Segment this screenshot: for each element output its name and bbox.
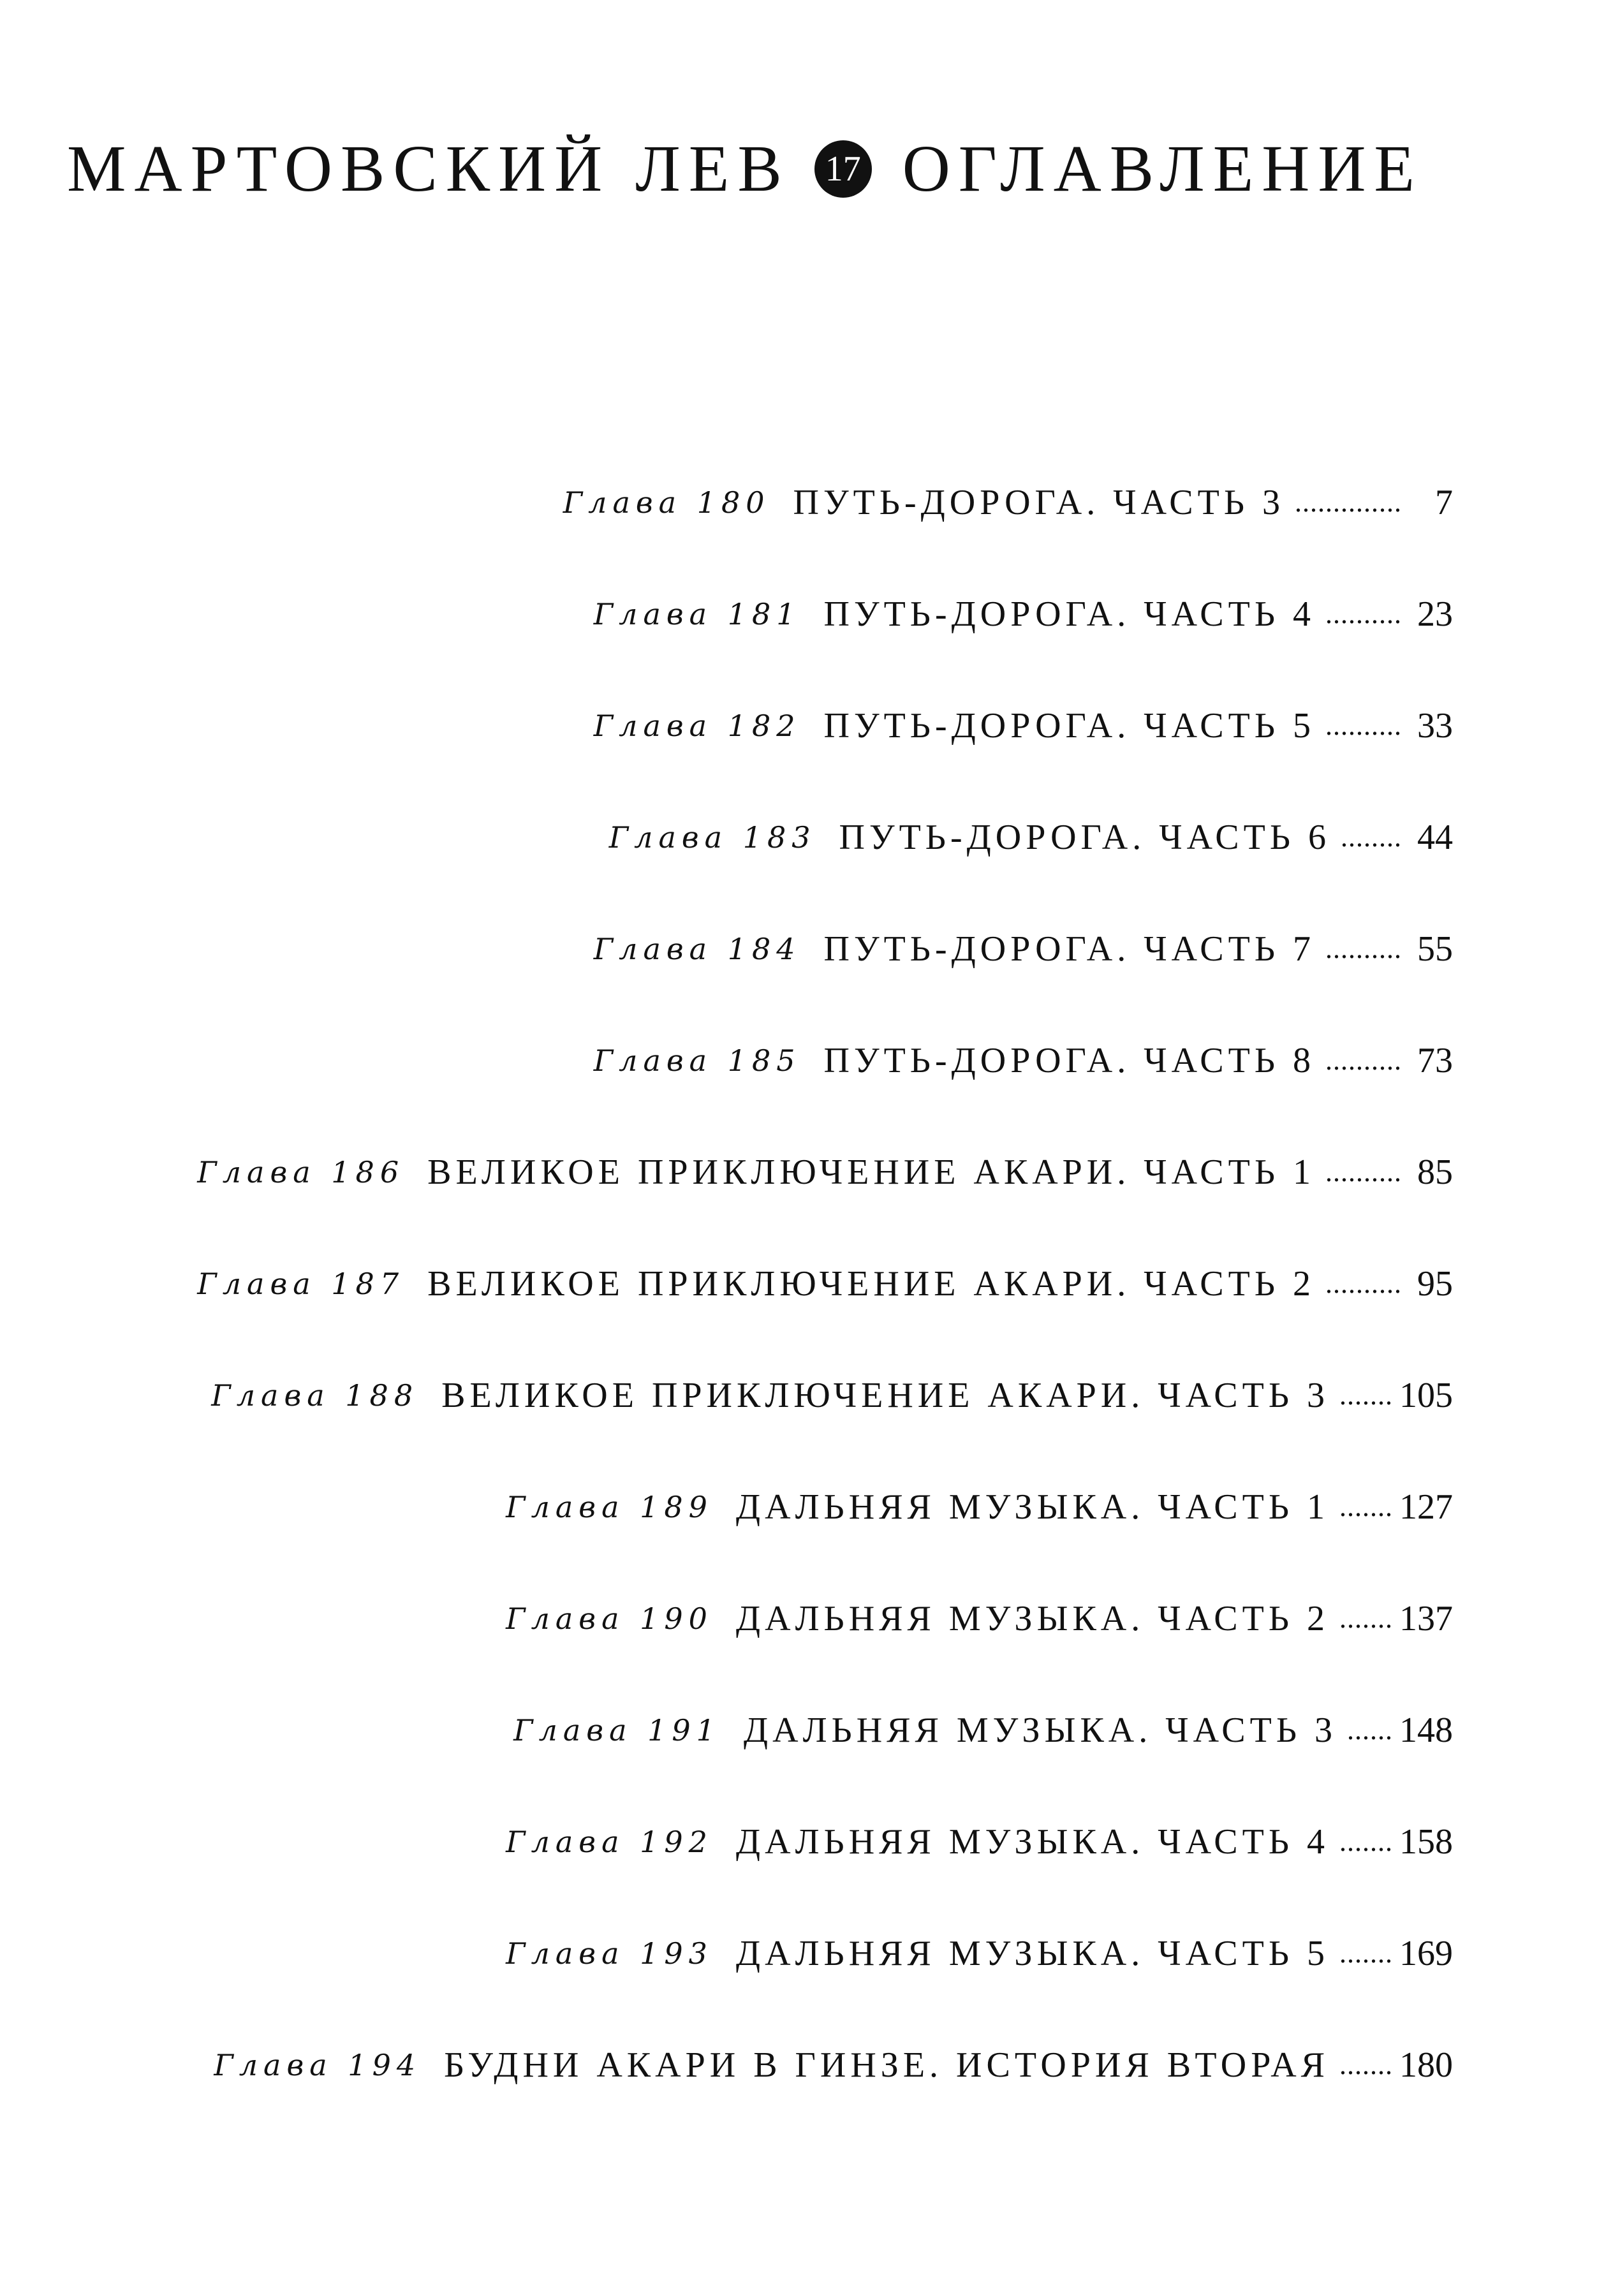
leader-dots: .......... — [1325, 598, 1402, 629]
chapter-title: ПУТЬ-ДОРОГА. ЧАСТЬ 4 — [823, 594, 1315, 634]
leader-dots: ....... — [1339, 1938, 1393, 1969]
toc-entry-186 — [18, 1116, 1453, 1228]
toc-entry-193 — [18, 1897, 1453, 2009]
page-number: 148 — [1399, 1710, 1453, 1750]
leader-dots: .............. — [1295, 487, 1402, 518]
leader-dots: .......... — [1325, 933, 1402, 964]
chapter-label: Глава 183 — [608, 820, 816, 855]
toc-entry-185 — [18, 1004, 1453, 1116]
chapter-label: Глава 191 — [513, 1712, 721, 1748]
chapter-label: Глава 185 — [593, 1043, 801, 1078]
chapter-label: Глава 188 — [211, 1378, 419, 1413]
chapter-title: ДАЛЬНЯЯ МУЗЫКА. ЧАСТЬ 2 — [735, 1598, 1329, 1638]
chapter-label: Глава 192 — [506, 1824, 713, 1859]
page-number: 7 — [1435, 482, 1453, 522]
chapter-title: БУДНИ АКАРИ В ГИНЗЕ. ИСТОРИЯ ВТОРАЯ — [444, 2045, 1329, 2085]
toc-entry-191 — [18, 1674, 1453, 1786]
leader-dots: .......... — [1325, 1156, 1402, 1188]
page-number: 23 — [1417, 594, 1453, 634]
leader-dots: ....... — [1339, 1380, 1393, 1411]
leader-dots: .......... — [1325, 1268, 1402, 1299]
page-number: 137 — [1399, 1598, 1453, 1638]
page-number: 73 — [1417, 1040, 1453, 1080]
chapter-label: Глава 184 — [593, 931, 801, 966]
chapter-title: ВЕЛИКОЕ ПРИКЛЮЧЕНИЕ АКАРИ. ЧАСТЬ 2 — [427, 1263, 1315, 1304]
toc-entry-183 — [18, 781, 1453, 893]
toc-entry-180 — [18, 446, 1453, 558]
section-title: ОГЛАВЛЕНИЕ — [902, 132, 1423, 205]
chapter-title: ПУТЬ-ДОРОГА. ЧАСТЬ 5 — [823, 705, 1315, 746]
leader-dots: .......... — [1325, 710, 1402, 741]
leader-dots: ........ — [1341, 821, 1402, 853]
series-title: МАРТОВСКИЙ ЛЕВ — [67, 132, 790, 205]
leader-dots: ....... — [1339, 2049, 1393, 2080]
page-header — [67, 128, 1553, 210]
chapter-title: ДАЛЬНЯЯ МУЗЫКА. ЧАСТЬ 5 — [735, 1933, 1329, 1973]
leader-dots: ....... — [1339, 1491, 1393, 1522]
chapter-label: Глава 193 — [506, 1936, 713, 1971]
chapter-label: Глава 189 — [506, 1489, 713, 1524]
page-number: 169 — [1399, 1933, 1453, 1973]
toc-entry-184 — [18, 893, 1453, 1004]
toc-entry-182 — [18, 670, 1453, 781]
chapter-title: ВЕЛИКОЕ ПРИКЛЮЧЕНИЕ АКАРИ. ЧАСТЬ 3 — [441, 1375, 1329, 1415]
leader-dots: ...... — [1347, 1714, 1393, 1746]
chapter-label: Глава 182 — [593, 708, 801, 743]
leader-dots: ....... — [1339, 1603, 1393, 1634]
page-number: 127 — [1399, 1487, 1453, 1527]
page-number: 158 — [1399, 1821, 1453, 1862]
leader-dots: .......... — [1325, 1045, 1402, 1076]
toc-entry-189 — [18, 1451, 1453, 1563]
toc-entry-190 — [18, 1563, 1453, 1674]
chapter-label: Глава 186 — [197, 1154, 405, 1189]
toc-entry-188 — [18, 1339, 1453, 1451]
chapter-label: Глава 181 — [593, 596, 801, 631]
page-number: 105 — [1399, 1375, 1453, 1415]
chapter-label: Глава 180 — [563, 485, 770, 520]
leader-dots: ....... — [1339, 1826, 1393, 1857]
page-number: 95 — [1417, 1263, 1453, 1304]
chapter-title: ВЕЛИКОЕ ПРИКЛЮЧЕНИЕ АКАРИ. ЧАСТЬ 1 — [427, 1152, 1315, 1192]
toc-entry-194 — [18, 2009, 1453, 2121]
toc-entry-187 — [18, 1228, 1453, 1339]
page-number: 85 — [1417, 1152, 1453, 1192]
chapter-title: ДАЛЬНЯЯ МУЗЫКА. ЧАСТЬ 4 — [735, 1821, 1329, 1862]
toc-entry-181 — [18, 558, 1453, 670]
chapter-title: ПУТЬ-ДОРОГА. ЧАСТЬ 8 — [823, 1040, 1315, 1080]
chapter-title: ДАЛЬНЯЯ МУЗЫКА. ЧАСТЬ 1 — [735, 1487, 1329, 1527]
page-number: 44 — [1417, 817, 1453, 857]
chapter-title: ПУТЬ-ДОРОГА. ЧАСТЬ 3 — [793, 482, 1285, 522]
chapter-title: ПУТЬ-ДОРОГА. ЧАСТЬ 7 — [823, 929, 1315, 969]
chapter-label: Глава 190 — [506, 1601, 713, 1636]
page-number: 55 — [1417, 929, 1453, 969]
table-of-contents — [18, 446, 1453, 2121]
toc-entry-192 — [18, 1786, 1453, 1897]
page-number: 33 — [1417, 705, 1453, 746]
chapter-label: Глава 187 — [197, 1266, 405, 1301]
chapter-label: Глава 194 — [214, 2047, 422, 2082]
volume-badge: 17 — [814, 140, 872, 198]
chapter-title: ПУТЬ-ДОРОГА. ЧАСТЬ 6 — [839, 817, 1330, 857]
chapter-title: ДАЛЬНЯЯ МУЗЫКА. ЧАСТЬ 3 — [743, 1710, 1337, 1750]
page-number: 180 — [1399, 2045, 1453, 2085]
